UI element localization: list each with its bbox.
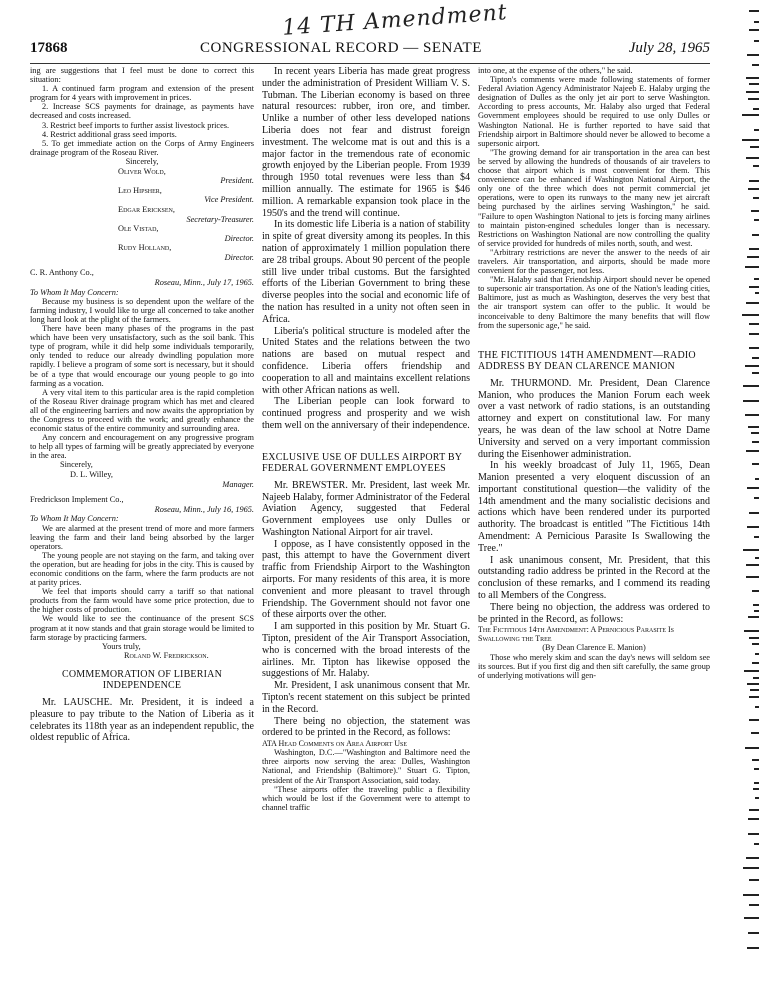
paragraph: Mr. President, I ask unanimous consent that Mr. Tipton's recent statement on this subject be printed in the Record. [262, 680, 470, 715]
scan-tick [749, 879, 759, 881]
scan-tick [748, 818, 759, 820]
scan-tick [754, 497, 759, 499]
scan-tick [747, 54, 759, 56]
section-heading: COMMEMORATION OF LIBERIAN INDEPENDENCE [61, 668, 222, 691]
scan-tick [754, 129, 759, 131]
scan-tick [749, 29, 759, 31]
scan-tick [755, 653, 759, 655]
scan-tick [746, 450, 759, 452]
scan-tick [745, 266, 759, 268]
salutation: To Whom It May Concern: [30, 287, 119, 297]
list-item: 3. Restrict beef imports to further assist livestock prices. [42, 120, 230, 130]
letter-dateline: Roseau, Minn., July 16, 1965. [154, 504, 254, 514]
signer-title: Director. [224, 233, 254, 243]
scan-tick [748, 616, 759, 618]
closing: Sincerely, [60, 460, 93, 470]
scan-tick [748, 98, 759, 100]
subheading: ATA Head Comments on Area Airport Use [262, 739, 408, 749]
paragraph: "Mr. Halaby said that Friendship Airport should never be opened to supersonic air transportation. As one of the Nation's leading cities, Baltimore, just as much as Washington, deserves the very best that the air transport system can offer to the public. It would be inconceivable to deny Baltimore the many benefits that will flow from the supersonic age," he said. [478, 275, 710, 330]
salutation: To Whom It May Concern: [30, 514, 119, 524]
paragraph: Liberia's political structure is modeled after the United States and the relations between the two nations are based on mutual respect and confidence. Liberia offers friendship and cooperation to all and maintains excellent relations with other African nations as well. [262, 325, 470, 396]
scan-tick [751, 432, 759, 434]
scan-tick [752, 643, 759, 645]
signer-title: Vice President. [204, 195, 254, 205]
scan-tick [748, 833, 759, 835]
signer-title: President. [220, 176, 254, 186]
paragraph: In its domestic life Liberia is a nation of stability in spite of great diversity among its peoples. In this nation of approximately 1 million population there are 28 tribal groups. About 90 percent of the people still live under tribal customs. But the farsighted efforts of the Liberian Government to bring these diverse peoples into the social and economic life of the nation has resulted in a unity not often seen in Africa. [262, 219, 470, 325]
scan-tick [749, 83, 759, 85]
signer-name: Edgar Ericksen, [118, 204, 175, 214]
signer-title: Director. [224, 252, 254, 262]
scan-tick [751, 210, 759, 212]
paragraph: The young people are not staying on the farm, and taking over the operation, but are heading for jobs in the city. This is caused by economic conditions on the farm, where the farm products are not at parity prices. [30, 550, 254, 588]
scan-tick [750, 146, 759, 148]
scan-tick [747, 256, 759, 258]
scan-tick [747, 683, 759, 685]
section-heading: THE FICTITIOUS 14TH AMENDMENT—RADIO ADDRESS BY DEAN CLARENCE MANION [478, 349, 696, 372]
signer-name: Rudy Holland, [118, 243, 172, 253]
paragraph: ing are suggestions that I feel must be done to correct this situation: [30, 66, 254, 85]
scan-tick [745, 414, 759, 416]
scan-tick [752, 441, 759, 443]
scan-tick [749, 248, 759, 250]
scan-tick [755, 797, 759, 799]
paragraph: There being no objection, the address was ordered to be printed in the Record, as follows: [478, 601, 710, 625]
scan-tick [748, 426, 759, 428]
column-1 [30, 66, 254, 986]
scan-tick [743, 400, 759, 402]
signer-name: Roland W. Fredrickson. [124, 651, 209, 661]
paragraph: Mr. THURMOND. Mr. President, Dean Clarence Manion, who produces the Manion Forum each week over a vast network of radio stations, is an outstanding attorney and expert on constitutional law. For many years, he was dean of the law school at Notre Dame University and served on a very important commission during the Eisenhower administration. [478, 377, 710, 460]
scan-tick [752, 372, 759, 374]
paragraph: A very vital item to this particular area is the rapid completion of the Roseau River drainage program which has met and cleared all of the engineering barriers and now awaits the appropriation by the Congress to proceed with the work; and greatly enhance the economic status of the entire community and surrounding area. [30, 387, 254, 434]
scan-tick [749, 333, 759, 335]
subheading: The Fictitious 14th Amendment: A Pernicious Parasite Is Swallowing the Tree [478, 625, 675, 644]
byline: (By Dean Clarence E. Manion) [542, 643, 646, 653]
scan-tick [743, 549, 759, 551]
scan-tick [749, 286, 759, 288]
page-header [30, 40, 710, 62]
scan-tick [752, 64, 759, 66]
scan-tick [742, 139, 759, 141]
signer-title: Manager. [222, 479, 254, 489]
scan-tick [753, 165, 759, 167]
scan-tick [747, 526, 759, 528]
scan-tick [749, 347, 759, 349]
scan-tick [755, 478, 759, 480]
scan-tick [744, 917, 759, 919]
scan-tick [752, 463, 759, 465]
list-item: 1. A continued farm program and extension of the present program for 4 years with improvement in prices. [30, 84, 254, 103]
section-heading: EXCLUSIVE USE OF DULLES AIRPORT BY FEDERAL GOVERNMENT EMPLOYEES [262, 451, 462, 474]
scan-tick [745, 747, 759, 749]
signer-name: Ole Vistad, [118, 224, 159, 234]
signer-name: D. L. Willey, [70, 470, 113, 480]
scan-tick [753, 197, 759, 199]
scan-tick [754, 219, 759, 221]
scan-tick [752, 357, 759, 359]
scan-tick [749, 637, 759, 639]
paragraph: We are alarmed at the present trend of more and more farmers leaving the farm and their land being absorbed by the larger operators. [30, 523, 254, 551]
scan-tick [754, 843, 759, 845]
signature-block [30, 157, 254, 263]
scan-tick [754, 782, 759, 784]
scan-tick [753, 108, 759, 110]
scan-tick [744, 670, 759, 672]
paragraph: "The growing demand for air transportation in the area can best be served by allowing the hundreds of thousands of air travelers to choose that airport which is most convenient for them. This convenience can be enhanced if Washington National Airport, the only one of the three which does not permit commercial jet operations, were to open its runways to the many new jet aircraft being purchased by the airlines serving Washington," he said. "Failure to open Washington National to jets is forcing many airlines to maintain piston-engined schedules longer than is necessary. Restrictions on Washington National are now controlling the quality of service provided for hundreds of miles north, south, and west. [478, 147, 710, 248]
scan-tick [746, 564, 759, 566]
scan-tick [743, 385, 759, 387]
paragraph: Mr. LAUSCHE. Mr. President, it is indeed a pleasure to pay tribute to the Nation of Liberia as it celebrates its 118th year as an independent republic, the oldest republic of Africa. [30, 696, 254, 744]
publication-date: July 28, 1965 [628, 40, 710, 56]
scan-tick [754, 768, 759, 770]
scan-tick [754, 278, 759, 280]
paragraph: I am supported in this position by Mr. Stuart G. Tipton, president of the Air Transport Association, who is concerned with the broad interests of the airlines. Mr. Tipton has likewise opposed the suggestions of Mr. Halaby. [262, 621, 470, 680]
paragraph: There being no objection, the statement was ordered to be printed in the Record, as follows: [262, 715, 470, 739]
closing: Yours truly, [102, 641, 141, 651]
paragraph: I oppose, as I have consistently opposed in the past, this attempt to have the Government divert traffic from Friendship Airport to the Washington airports. For many residents of this area, it is more convenient and more pleasant to travel through Friendship. The Government should not favor one of these airports over the other. [262, 538, 470, 621]
scan-tick [754, 40, 759, 42]
scan-edge-marks [715, 0, 763, 990]
signer-name: Oliver Wold, [118, 166, 166, 176]
scan-tick [744, 630, 759, 632]
scan-tick [749, 696, 759, 698]
paragraph: In recent years Liberia has made great progress under the administration of President William V. S. Tubman. The Liberian economy is based on three natural resources: rubber, iron ore, and timber. Unlike a number of other less developed nations Liberia does not fear and distrust foreign investment. The welcome mat is out and this is a major factor in the tremendous rate of economic growth enjoyed by the Liberian people. From 1939 through 1950 total revenues were less than $4 million annually. The estimate for 1965 is $46 million. A remarkable expansion took place in the 1950's and the trend will continue. [262, 66, 470, 219]
paragraph: Because my business is so dependent upon the welfare of the farming industry, I would like to urge all concerned to take another long hard look at the plight of the farmers. [30, 296, 254, 324]
scan-tick [753, 788, 759, 790]
scan-tick [747, 487, 759, 489]
scan-tick [753, 604, 759, 606]
scan-tick [752, 234, 759, 236]
scan-tick [746, 77, 759, 79]
closing: Sincerely, [125, 156, 159, 166]
scan-tick [749, 512, 759, 514]
scan-tick [748, 188, 759, 190]
scan-tick [746, 857, 759, 859]
column-2 [262, 66, 470, 986]
letter-dateline: Roseau, Minn., July 17, 1965. [154, 278, 254, 288]
scan-tick [755, 706, 759, 708]
paragraph: In his weekly broadcast of July 11, 1965, Dean Manion presented a very eloquent discussion of an important constitutional question—the validity of the 14th amendment and the many socialistic decisions and actions which have been rendered under its purported authority. The broadcast is entitled "The Fictitious 14th Amendment: A Pernicious Parasite Is Swallowing the Tree." [478, 460, 710, 554]
paragraph: Washington, D.C.—"Washington and Baltimore need the three airports now serving the area: Dulles, Washington National, and Friendship (Baltimore)." Stuart G. Tipton, president of the Air Transport Association, said today. [262, 748, 470, 785]
scan-tick [746, 91, 759, 93]
scan-tick [749, 323, 759, 325]
paragraph: Tipton's comments were made following statements of former Federal Aviation Agency Administrator Najeeb E. Halaby urging the designation of Dulles as the only jet air port to serve Washington. According to press accounts, Mr. Halaby also urged that Federal Government employees should be required to use only Dulles or Washington National. He is further reported to have said that Friendship airport in Baltimore should never be allowed to become a supersonic airport. [478, 75, 710, 148]
scan-tick [748, 932, 759, 934]
scan-tick [749, 719, 759, 721]
paragraph: "Arbitrary restrictions are never the answer to the needs of air travelers. Air transportation, and airports, should be made more convenient for the passenger, not less. [478, 247, 710, 276]
scan-tick [750, 689, 759, 691]
scan-tick [743, 867, 759, 869]
scan-tick [745, 365, 759, 367]
scan-tick [742, 114, 759, 116]
header-rule [30, 63, 710, 64]
letterhead: C. R. Anthony Co., [30, 268, 94, 278]
scan-tick [755, 557, 759, 559]
paragraph: into one, at the expense of the others," he said. [478, 66, 633, 75]
list-item: 5. To get immediate action on the Corps of Army Engineers drainage program of the Roseau River. [30, 138, 254, 157]
scan-tick [746, 576, 759, 578]
paragraph: We feel that imports should carry a tariff so that national products from the farm would have some price protection, due to the higher costs of production. [30, 587, 254, 615]
scan-tick [755, 292, 759, 294]
scan-tick [746, 302, 759, 304]
scan-tick [746, 157, 759, 159]
scan-tick [749, 180, 759, 182]
scan-tick [749, 809, 759, 811]
signer-name: Leo Hipsher, [118, 185, 162, 195]
scan-tick [747, 947, 759, 949]
scan-tick [753, 677, 759, 679]
signer-title: Secretary-Treasurer. [186, 214, 254, 224]
scan-tick [751, 732, 759, 734]
scan-tick [743, 894, 759, 896]
handwritten-note: 14 TH Amendment [281, 0, 509, 41]
list-item: 4. Restrict additional grass seed imports. [42, 129, 177, 139]
page-number: 17868 [30, 40, 68, 56]
publication-title: CONGRESSIONAL RECORD — SENATE [200, 40, 482, 56]
scan-tick [749, 904, 759, 906]
scan-tick [754, 536, 759, 538]
scan-tick [752, 662, 759, 664]
scan-tick [754, 21, 759, 23]
paragraph: Those who merely skim and scan the day's news will seldom see its sources. But if you first dig and then sift carefully, the same group of underlying motivations will gen- [478, 652, 710, 680]
letterhead: Fredrickson Implement Co., [30, 495, 124, 505]
column-3 [478, 66, 710, 986]
scan-tick [749, 10, 759, 12]
scan-tick [742, 314, 759, 316]
list-item: 2. Increase SCS payments for drainage, as payments have decreased and costs increased. [30, 102, 254, 121]
paragraph: I ask unanimous consent, Mr. President, that this outstanding radio address be printed in the Record at the conclusion of these remarks, and I commend its reading to all Members of the Congress. [478, 554, 710, 602]
scan-tick [754, 610, 759, 612]
paragraph: Any concern and encouragement on any progressive program to help all types of farming will be greatly appreciated by everyone in the area. [30, 433, 254, 461]
paragraph: The Liberian people can look forward to continued progress and prosperity and we wish them well on the anniversary of their independence. [262, 396, 470, 431]
paragraph: Mr. BREWSTER. Mr. President, last week Mr. Najeeb Halaby, former Administrator of the Federal Aviation Agency, suggested that Federal Government employees use only Dulles or Washington National Airport for air travel. [262, 479, 470, 538]
scan-tick [752, 759, 759, 761]
paragraph: We would like to see the continuance of the present SCS program at it now stands and that grain storage would be limited to farm storage by practicing farmers. [30, 614, 254, 642]
scan-tick [752, 590, 759, 592]
paragraph: There have been many phases of the programs in the past which have been very unsatisfactory, such as the soil bank. This type of program, while it did help some individuals temporarily, only tended to reduce our already dwindling population more rapidly. I believe a program of some sort is necessary, but it should be of a type that would encourage our young people to go into farming as a vocation. [30, 324, 254, 388]
paragraph: "These airports offer the traveling public a flexibility which would be lost if the Government were to attempt to channel traffic [262, 784, 470, 812]
